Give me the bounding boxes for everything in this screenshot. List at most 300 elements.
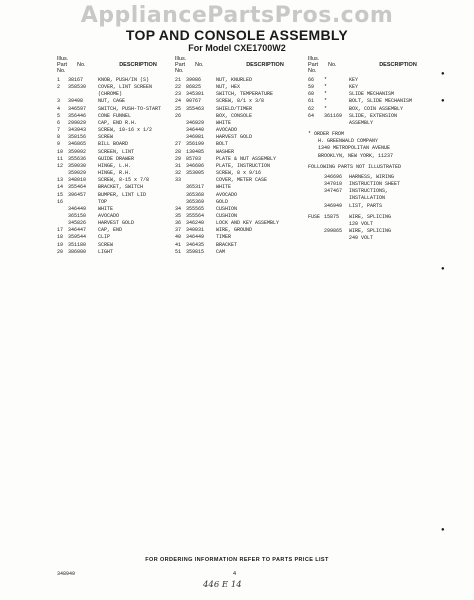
part-no: 299029 [68,119,87,126]
part-no: 346449 [186,234,205,241]
illus-no [175,134,186,141]
part-description: GOLD [216,198,229,205]
illus-no: 51 [175,248,182,255]
part-description: BRACKET [216,241,238,248]
illus-no: 64 [308,112,315,119]
part-no: 359544 [68,234,87,241]
row-prefix [308,195,324,202]
part-description: HARVEST GOLD [216,134,253,141]
illus-no: 19 [57,241,64,248]
part-no: 347467 [324,188,343,195]
not-illustrated-header: FOLLOWING PARTS NOT ILLUSTRATED [308,163,402,170]
parts-row [57,170,169,177]
parts-row [175,227,305,234]
part-no: 365317 [186,184,205,191]
part-no: 365369 [186,198,205,205]
parts-row [175,206,305,213]
part-no [186,177,216,184]
part-no: * [324,77,328,83]
part-description: PLATE & NUT ASSEMBLY [216,155,277,162]
part-description: WHITE [216,119,232,126]
illus-no: 13 [57,177,64,184]
part-no: 351180 [68,241,87,248]
order-from-label: * ORDER FROM [308,131,345,138]
part-description: WHITE [216,184,232,191]
extra-part-row [308,181,438,188]
part-description: SCREW, 8/1 x 3/8 [216,98,265,105]
margin-mark: ● [441,98,445,104]
parts-row [57,199,169,206]
illus-no [57,91,68,98]
parts-row [57,163,169,170]
part-description: AVOCADO [216,191,238,198]
illus-no: 6 [57,119,61,126]
parts-row [175,220,305,227]
part-description: CAM [216,248,226,255]
illus-no [57,170,68,177]
part-description: SCREW, 10-16 x 1/2 [98,127,153,134]
parts-row [175,84,305,91]
margin-mark: ● [441,266,445,272]
extra-part-row [308,235,438,242]
part-description: BOX, COIN ASSEMBLY [349,105,404,112]
parts-row [308,77,438,84]
part-no [324,235,349,242]
part-no: 85703 [186,155,202,162]
part-description: PLATE, INSTRUCTION [216,162,271,169]
part-description: BRACKET, SWITCH [98,184,144,191]
header-part-no: No. [77,62,86,68]
supplier-city: BROOKLYN, NEW YORK, 11237 [318,152,394,159]
part-no: 299865 [324,227,343,234]
parts-row [175,113,305,120]
illus-no: 36 [175,220,182,227]
part-no: 346449 [68,205,87,212]
extra-part-row [308,203,438,210]
parts-row [175,77,305,84]
part-description: KEY [349,84,359,91]
part-no: 346440 [186,127,205,134]
illus-no [57,213,68,220]
part-no: 15875 [324,213,340,220]
illus-no: 4 [57,105,61,112]
part-description: SCREW, 8-15 x 7/8 [98,177,150,184]
part-no: 346865 [68,141,87,148]
parts-row [57,192,169,199]
parts-row [175,249,305,256]
parts-row [57,156,169,163]
part-description: INSTRUCTIONS, [349,188,389,195]
illus-no: 26 [175,112,182,119]
illus-no: 8 [57,134,61,141]
illus-no: 24 [175,98,182,105]
document-number: 348949 [57,571,76,577]
part-no: 361169 [324,112,343,119]
part-description: NUT, HEX [216,84,241,91]
parts-row [57,220,169,227]
illus-no: 7 [57,127,61,134]
column-header [175,56,305,74]
parts-column-2 [175,56,305,256]
illus-no: 5 [57,112,61,119]
illus-no [175,199,186,206]
illus-no: 28 [175,148,182,155]
illus-no: 21 [175,77,182,83]
header-part-no: No. [195,62,204,68]
part-no: * [324,91,328,98]
illus-no: 29 [175,155,182,162]
illus-no: 60 [308,91,315,98]
part-description: GUIDE DRAWER [98,155,135,162]
parts-row [57,120,169,127]
parts-column-3 [308,56,438,242]
illus-no [175,120,186,127]
parts-row [308,106,438,113]
parts-row [175,120,305,127]
header-illus-no: Illus. Part No. [308,56,320,74]
parts-row [57,249,169,256]
part-description: COVER, LINT SCREEN [98,84,153,91]
parts-row [57,106,169,113]
parts-row [175,199,305,206]
part-no: 90767 [186,98,202,105]
illus-no: 2 [57,84,61,91]
part-description: 120 VOLT [349,220,374,227]
part-no: 346949 [324,202,343,209]
part-no [68,91,98,98]
part-no: 346597 [68,105,87,112]
part-description: COVER, METER CASE [216,177,268,184]
margin-mark: ● [441,527,445,533]
parts-row [57,227,169,234]
part-description: SCREW [98,241,114,248]
parts-row [308,84,438,91]
model-line: For Model CXE1700W2 [188,43,286,53]
part-description: CAP, END R.H. [98,119,138,126]
part-no: 355565 [186,205,205,212]
part-no: 358156 [68,134,87,141]
part-description: SWITCH, TEMPERATURE [216,91,274,98]
part-no: 346240 [186,220,205,227]
margin-mark: ● [441,71,445,77]
part-description: CUSHION [216,205,238,212]
illus-no: 25 [175,105,182,112]
part-description: BILL BOARD [98,141,129,148]
supplier-street: 1340 METROPOLITAN AVENUE [318,145,391,152]
parts-row [57,206,169,213]
parts-row [57,98,169,105]
part-no: 359029 [68,170,87,177]
header-part-no: No. [328,62,337,68]
part-description: BOX, CONSOLE [216,112,253,119]
parts-row [175,141,305,148]
illus-no: 20 [57,248,64,255]
illus-no: 62 [308,105,315,112]
part-no [186,113,216,120]
part-no: * [324,105,328,112]
parts-row [175,242,305,249]
illus-no: 41 [175,241,182,248]
illus-no [57,220,68,227]
column-header [57,56,169,74]
part-no: 343943 [68,127,87,134]
illus-no: 32 [175,170,182,177]
part-no: 358530 [68,84,87,91]
row-prefix [308,203,324,210]
illus-no [57,206,68,213]
parts-rows [57,77,169,256]
parts-row [308,120,438,127]
row-prefix: FUSE [308,213,321,220]
part-no: 346435 [186,241,205,248]
part-description: INSTALLATION [349,195,386,202]
parts-row [308,113,438,120]
part-description: TOP [98,198,108,205]
extra-part-row [308,228,438,235]
row-prefix [308,221,324,228]
handwritten-note: 446 E 14 [203,580,242,590]
parts-row [175,127,305,134]
part-no: 359092 [68,148,87,155]
parts-row [175,213,305,220]
part-no: * [324,98,328,105]
illus-no: 10 [57,148,64,155]
part-no: 345301 [186,91,205,98]
part-no: 365368 [186,191,205,198]
part-no [324,195,349,202]
part-description: BOLT [216,141,229,148]
illus-no: 23 [175,91,182,98]
part-description: SCREW [98,134,114,141]
parts-row [57,77,169,84]
part-description: CONE FUNNEL [98,112,132,119]
part-no: * [324,84,328,91]
parts-row [175,170,305,177]
part-description: WIRE, SPLICING [349,213,392,220]
part-no: 353005 [186,170,205,177]
parts-row [308,98,438,105]
part-description: SCREEN, LINT [98,148,135,155]
illus-no: 34 [175,205,182,212]
part-no [68,199,98,206]
part-no: 396457 [68,191,87,198]
part-description: CUSHION [216,212,238,219]
part-description: NUT, CAGE [98,98,126,105]
part-description: NUT, KNURLED [216,77,253,83]
parts-row [175,98,305,105]
part-description: (CHROME) [98,91,123,98]
parts-row [175,149,305,156]
parts-row [57,149,169,156]
part-no: 359815 [186,248,205,255]
part-no: 38167 [68,77,84,83]
part-no: 340031 [186,227,205,234]
illus-no [175,184,186,191]
part-description: SCREW, 8 x 9/16 [216,170,262,177]
parts-row [57,234,169,241]
part-description: WHITE [98,205,114,212]
parts-row [57,184,169,191]
illus-no: 59 [308,84,315,91]
parts-row [175,156,305,163]
illus-no: 3 [57,98,61,105]
part-description: INSTRUCTION SHEET [349,181,401,188]
part-description: SHIELD/TIMER [216,105,253,112]
illus-no: 17 [57,227,64,234]
part-no: 130485 [186,148,205,155]
page-title: TOP AND CONSOLE ASSEMBLY [125,27,349,43]
part-no: 355564 [186,212,205,219]
illus-no: 66 [308,77,315,83]
illus-no [308,120,324,127]
parts-row [175,192,305,199]
part-no: 39086 [186,77,202,83]
part-no: 347010 [324,181,343,188]
illus-no: 27 [175,141,182,148]
illus-no: 9 [57,141,61,148]
parts-row [175,91,305,98]
part-no: 359030 [68,162,87,169]
illus-no: 11 [57,155,64,162]
parts-row [57,84,169,91]
illus-no: 40 [175,234,182,241]
part-description: CAP, END [98,227,123,234]
parts-row [175,177,305,184]
parts-row [175,234,305,241]
parts-row [57,113,169,120]
part-description: HARNESS, WIRING [349,173,395,180]
parts-rows [175,77,305,256]
part-description: LOCK AND KEY ASSEMBLY [216,220,280,227]
part-description: BOLT, SLIDE MECHANISM [349,98,413,105]
extra-part-row [308,214,438,221]
row-prefix [308,235,324,242]
part-description: BUMPER, LINT LID [98,191,147,198]
part-no: 346981 [186,134,205,141]
header-illus-no: Illus. Part No. [175,56,187,74]
not-illustrated-rows [308,174,438,210]
part-no: 345826 [68,220,87,227]
part-description: SLIDE MECHANISM [349,91,395,98]
illus-no: 33 [175,177,182,184]
fuse-rows [308,214,438,243]
parts-row [57,213,169,220]
illus-no [175,127,186,134]
illus-no: 15 [57,191,64,198]
part-description: ASSEMBLY [349,119,374,126]
part-no: 346929 [186,119,205,126]
parts-column-1 [57,56,169,256]
part-description: LIST, PARTS [349,202,383,209]
parts-row [175,163,305,170]
page-number: 4 [233,571,237,577]
row-prefix [308,188,324,195]
header-description: DESCRIPTION [119,62,157,68]
part-description: CLIP [98,234,111,241]
extra-part-row [308,221,438,228]
illus-no: 14 [57,184,64,191]
extra-part-row [308,195,438,202]
part-description: AVOCADO [98,212,120,219]
illus-no: 1 [57,77,61,83]
part-description: WIRE, SPLICING [349,227,392,234]
illus-no [175,192,186,199]
parts-row [57,134,169,141]
watermark: AppliancePartsPros.com [80,3,394,28]
part-description: TIMER [216,234,232,241]
illus-no: 31 [175,162,182,169]
part-no: 356446 [68,112,87,119]
part-no: 355464 [68,184,87,191]
part-description: SLIDE, EXTENSION [349,112,398,119]
ordering-footer: FOR ORDERING INFORMATION REFER TO PARTS PRICE LIST [145,557,329,563]
parts-rows [308,77,438,127]
parts-row [57,127,169,134]
parts-row [57,177,169,184]
supplier-name: H. GREENWALD COMPANY [318,138,379,145]
illus-no: 18 [57,234,64,241]
part-no: 346447 [68,227,87,234]
part-no: 356199 [186,141,205,148]
part-no: 39408 [68,98,84,105]
part-no: 355463 [186,105,205,112]
parts-row [57,242,169,249]
illus-no: 16 [57,198,64,205]
row-prefix [308,181,324,188]
part-description: KEY [349,77,359,83]
illus-no: 22 [175,84,182,91]
part-description: HINGE, R.H. [98,170,132,177]
part-no [324,221,349,228]
part-no: 348010 [68,177,87,184]
part-no [324,120,349,127]
header-description: DESCRIPTION [246,62,284,68]
part-description: 240 VOLT [349,235,374,242]
part-description: AVOCADO [216,127,238,134]
part-description: HARVEST GOLD [98,220,135,227]
row-prefix [308,228,324,235]
part-no: 355636 [68,155,87,162]
part-description: KNOB, PUSH/IN (S) [98,77,150,83]
part-no: 86825 [186,84,202,91]
parts-row [175,134,305,141]
part-description: WIRE, GROUND [216,227,253,234]
illus-no: 12 [57,162,64,169]
part-description: HINGE, L.H. [98,162,132,169]
illus-no: 35 [175,212,182,219]
part-no: 386000 [68,248,87,255]
extra-part-row [308,174,438,181]
header-description: DESCRIPTION [379,62,417,68]
part-description: LIGHT [98,248,114,255]
part-description: WASHER [216,148,235,155]
illus-no: 61 [308,98,315,105]
parts-row [57,141,169,148]
header-illus-no: Illus. Part No. [57,56,69,74]
part-no: 365150 [68,212,87,219]
parts-row [308,91,438,98]
column-header [308,56,438,74]
parts-row [175,106,305,113]
part-no: 346606 [186,162,205,169]
extra-part-row [308,188,438,195]
part-description: SWITCH, PUSH-TO-START [98,105,162,112]
parts-row [175,184,305,191]
part-no: 346696 [324,173,343,180]
illus-no: 37 [175,227,182,234]
parts-row [57,91,169,98]
row-prefix [308,174,324,181]
